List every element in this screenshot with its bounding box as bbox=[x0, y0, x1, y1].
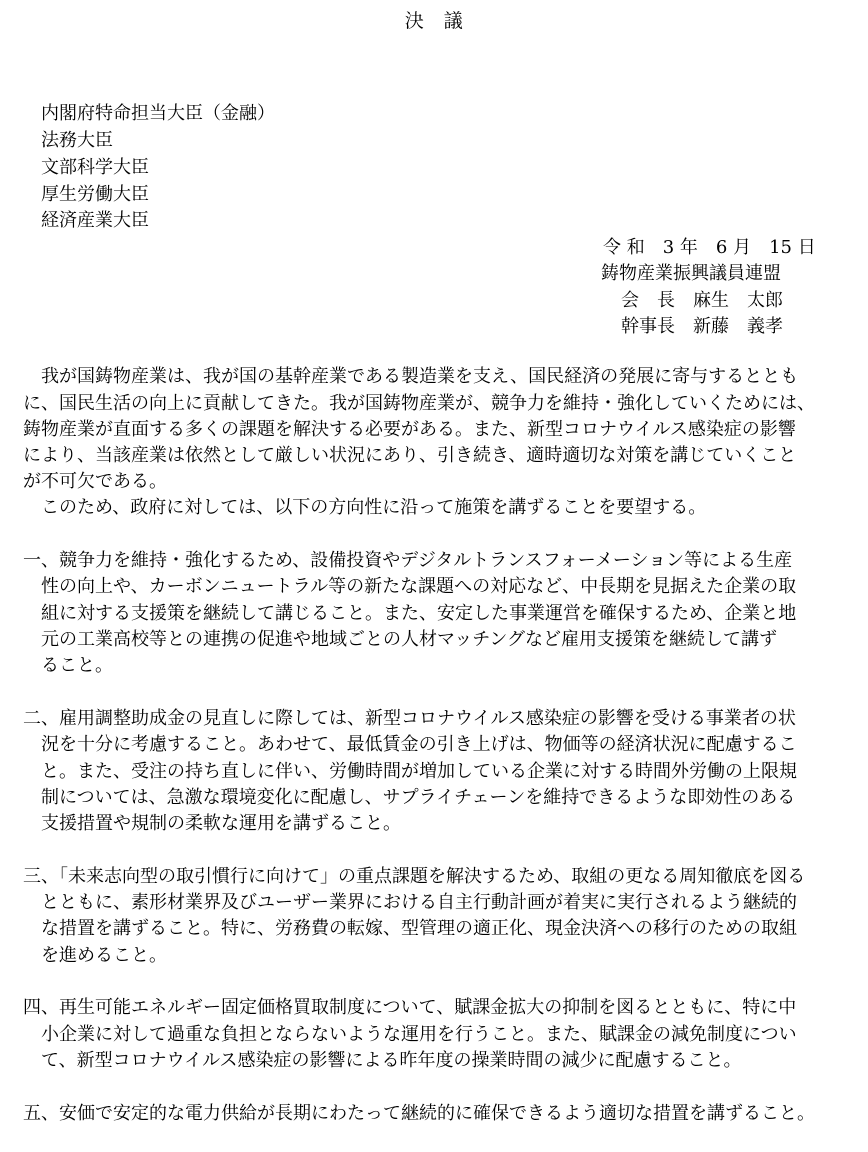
date: 令 和 3 年 6 月 15 日 bbox=[603, 237, 816, 258]
resolution-item-2: 制については、急激な環境変化に配慮し、サプライチェーンを維持できるような即効性のある bbox=[41, 787, 796, 808]
resolution-item-2: 支援措置や規制の柔軟な運用を講ずること。 bbox=[41, 813, 401, 834]
resolution-item-4: て、新型コロナウイルス感染症の影響による昨年度の操業時間の減少に配慮すること。 bbox=[41, 1050, 742, 1071]
preamble-line: このため、政府に対しては、以下の方向性に沿って施策を講ずることを要望する。 bbox=[41, 497, 707, 518]
preamble-line: 鋳物産業が直面する多くの課題を解決する必要がある。また、新型コロナウイルス感染症の影響 bbox=[23, 419, 796, 440]
resolution-item-1: 元の工業高校等との連携の促進や地域ごとの人材マッチングなど雇用支援策を継続して講ず bbox=[41, 629, 778, 650]
resolution-item-1: 組に対する支援策を継続して講じること。また、安定した事業運営を確保するため、企業と地 bbox=[41, 603, 797, 624]
preamble-line: 我が国鋳物産業は、我が国の基幹産業である製造業を支え、国民経済の発展に寄与するととも bbox=[41, 366, 799, 387]
addressee: 文部科学大臣 bbox=[41, 157, 149, 178]
resolution-item-2: 況を十分に考慮すること。あわせて、最低賃金の引き上げは、物価等の経済状況に配慮するこ bbox=[41, 734, 797, 755]
resolution-item-4: 小企業に対して過重な負担とならないような運用を行うこと。また、賦課金の減免制度につい bbox=[41, 1024, 797, 1045]
chair-name: 会 長 麻生 太郎 bbox=[621, 290, 783, 311]
addressee: 経済産業大臣 bbox=[41, 210, 149, 231]
preamble-line: に、国民生活の向上に貢献してきた。我が国鋳物産業が、競争力を維持・強化していくためには、 bbox=[23, 393, 815, 414]
preamble-line: が不可欠である。 bbox=[23, 471, 167, 492]
resolution-item-4: 四、再生可能エネルギー固定価格買取制度について、賦課金拡大の抑制を図るとともに、特に中 bbox=[23, 997, 797, 1018]
addressee: 法務大臣 bbox=[41, 130, 113, 151]
document-title: 決 議 bbox=[404, 10, 464, 32]
resolution-item-1: ること。 bbox=[41, 655, 113, 676]
addressee: 厚生労働大臣 bbox=[41, 184, 149, 205]
preamble-line: により、当該産業は依然として厳しい状況にあり、引き続き、適時適切な対策を講じていくこと bbox=[23, 445, 797, 466]
addressee: 内閣府特命担当大臣（金融） bbox=[41, 103, 275, 124]
resolution-item-1: 一、競争力を維持・強化するため、設備投資やデジタルトランスフォーメーション等による生産 bbox=[23, 550, 793, 571]
resolution-item-2: 二、雇用調整助成金の見直しに際しては、新型コロナウイルス感染症の影響を受ける事業者の状 bbox=[23, 708, 796, 729]
resolution-item-3: 三、「未来志向型の取引慣行に向けて」の重点課題を解決するため、取組の更なる周知徹底を図る bbox=[23, 866, 806, 887]
resolution-item-3: とともに、素形材業界及びユーザー業界における自主行動計画が着実に実行されるよう継続的 bbox=[41, 892, 797, 913]
resolution-item-2: と。また、受注の持ち直しに伴い、労働時間が増加している企業に対する時間外労働の上限規 bbox=[41, 761, 797, 782]
resolution-item-3: を進めること。 bbox=[41, 945, 167, 966]
resolution-item-5: 五、安価で安定的な電力供給が長期にわたって継続的に確保できるよう適切な措置を講ずること。 bbox=[23, 1103, 815, 1124]
resolution-item-1: 性の向上や、カーボンニュートラル等の新たな課題への対応など、中長期を見据えた企業の取 bbox=[41, 576, 797, 597]
organization: 鋳物産業振興議員連盟 bbox=[601, 263, 781, 284]
secretary-name: 幹事長 新藤 義孝 bbox=[621, 316, 783, 337]
resolution-item-3: な措置を講ずること。特に、労務費の転嫁、型管理の適正化、現金決済への移行のための取組 bbox=[41, 918, 797, 939]
